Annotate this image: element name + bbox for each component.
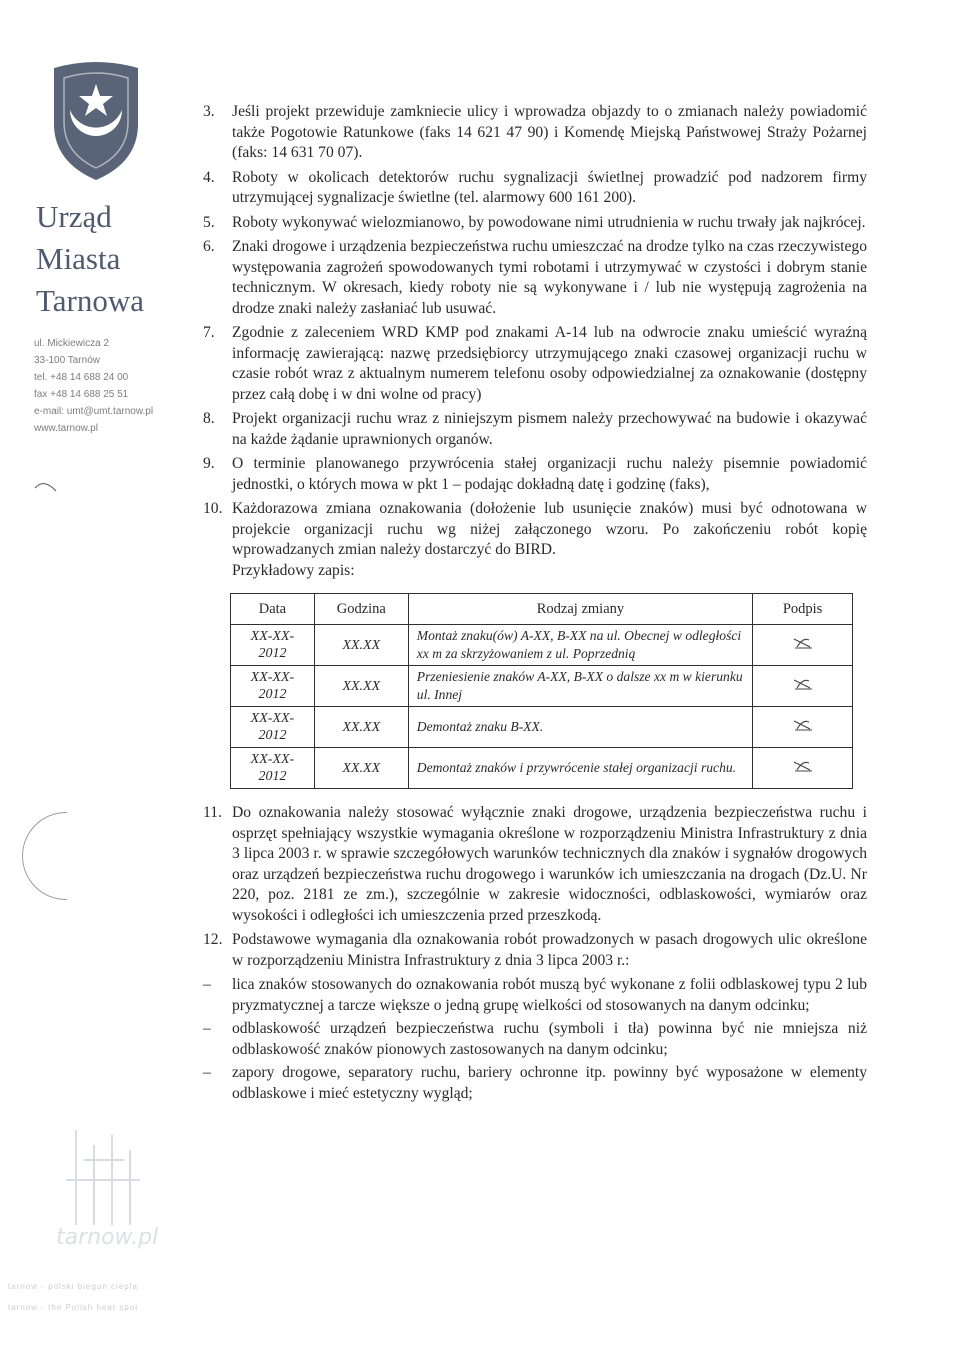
column-header-signature: Podpis [753, 594, 853, 625]
contact-website: www.tarnow.pl [34, 423, 98, 434]
office-name [36, 196, 144, 322]
item-number: 12. [203, 931, 223, 948]
dash-text: odblaskowość urządzeń bezpieczeństwa ruchu (symboli i tła) powinna być nie mniejsza niż odblaskowość znaków pionowych zastosowanych na danym odcinku; [232, 1020, 867, 1058]
office-name-line: Miasta [36, 241, 121, 276]
table-row [231, 666, 853, 707]
footer-logo-text: tarnow.pl [56, 1225, 159, 1250]
list-item [203, 803, 867, 926]
cell-date [231, 748, 315, 789]
example-caption: Przykładowy zapis: [232, 561, 355, 579]
date-year: 2012 [258, 728, 287, 743]
change-log-table [230, 593, 853, 789]
dash-item [203, 1063, 867, 1104]
table-row [231, 625, 853, 666]
item-text: Projekt organizacji ruchu wraz z niniejszym pismem należy przechowywać na budowie i okazywać na każde żądanie uprawnionych organów. [232, 410, 867, 448]
item-text: Jeśli projekt przewiduje zamkniecie ulicy i wprowadza objazdy to o zmianach należy powiadomić także Pogotowie Ratunkowe (faks 14 621 47 90) i Komendę Miejską Państwowej Straży Pożarnej (faks: 14 631 70 07). [232, 103, 867, 161]
list-item [203, 237, 867, 319]
list-item [203, 323, 867, 405]
item-text: O terminie planowanego przywrócenia stałej organizacji ruchu należy pisemnie powiadomić jednostki, o których mowa w pkt 1 – podając dokładną datę i godzinę (faks), [232, 455, 867, 493]
list-item [203, 930, 867, 971]
cell-date [231, 707, 315, 748]
change-log-table-wrap [230, 593, 867, 789]
item-number: 9. [203, 455, 215, 472]
item-text: Roboty w okolicach detektorów ruchu sygnalizacji świetlnej prowadzić pod nadzorem firmy utrzymującej sygnalizacje świetlne (tel. alarmowy 600 161 200). [232, 168, 867, 206]
item-text: Roboty wykonywać wielozmianowo, by powodowane nimi utrudnienia w ruchu trwały jak najkrócej. [232, 213, 866, 231]
signature-scribble-icon [753, 707, 853, 748]
cell-change: Demontaż znaków i przywrócenie stałej organizacji ruchu. [408, 748, 752, 789]
signature-scribble-icon [753, 625, 853, 666]
table-header-row [231, 594, 853, 625]
dash-item [203, 975, 867, 1016]
list-item [203, 409, 867, 450]
decorative-swoosh-icon [34, 478, 58, 492]
item-number: 11. [203, 804, 222, 821]
dash-bullet: – [203, 976, 211, 993]
item-number: 3. [203, 103, 215, 120]
cell-date [231, 625, 315, 666]
cell-time: XX.XX [314, 666, 408, 707]
cell-change: Demontaż znaku B-XX. [408, 707, 752, 748]
contact-block [34, 335, 153, 437]
contact-address: ul. Mickiewicza 2 [34, 338, 110, 349]
item-number: 5. [203, 213, 215, 231]
date-line: XX-XX- [250, 752, 295, 767]
tarnow-pl-logo-art [36, 1110, 166, 1250]
list-item [203, 213, 867, 234]
signature-scribble-icon [753, 666, 853, 707]
cell-time: XX.XX [314, 625, 408, 666]
table-row [231, 707, 853, 748]
list-item [203, 454, 867, 495]
cell-date [231, 666, 315, 707]
list-item [203, 499, 867, 581]
item-number: 6. [203, 238, 215, 255]
dash-bullet: – [203, 1020, 211, 1037]
item-text: Podstawowe wymagania dla oznakowania robót prowadzonych w pasach drogowych ulic określone w rozporządzeniu Ministra Infrastruktury z dnia 3 lipca 2003 r.: [232, 931, 867, 969]
footer-slogan-pl: tarnow - polski biegun ciepla [8, 1282, 138, 1291]
item-text: Do oznakowania należy stosować wyłącznie znaki drogowe, urządzenia bezpieczeństwa ruchu i osprzęt spełniający wszystkie wymagania określone w rozporządzeniu Ministra Infrastruktury z dnia 3 lipca 2003 r. w sprawie szczegółowych warunków technicznych dla znaków i sygnałów drogowych oraz urządzeń bezpieczeństwa ruchu drogowego i warunków ich umieszczania na drogach (Dz.U. Nr 220, poz. 2181 ze zm.), szczególnie w zakresie widoczności, odblaskowości, wymiarów oraz wysokości i odległości ich umieszczenia przed przeszkodą. [232, 804, 867, 924]
cell-change: Montaż znaku(ów) A-XX, B-XX na ul. Obecnej w odległości xx m za skrzyżowaniem z ul. Poprzednią [408, 625, 752, 666]
letter-body [203, 102, 867, 1107]
office-name-line: Urząd [36, 199, 112, 234]
signature-scribble-icon [753, 748, 853, 789]
cell-time: XX.XX [314, 748, 408, 789]
tarnow-coat-of-arms-icon [48, 58, 144, 182]
contact-phone: tel. +48 14 688 24 00 [34, 372, 129, 383]
dash-bullet: – [203, 1064, 211, 1081]
contact-email: e-mail: umt@umt.tarnow.pl [34, 406, 154, 417]
column-header-change: Rodzaj zmiany [408, 594, 752, 625]
item-text: Każdorazowa zmiana oznakowania (dołożenie lub usunięcie znaków) musi być odnotowana w projekcie organizacji ruchu wg niżej załączonego wzoru. Po zakończeniu robót kopię wprowadzanych zmian należy dostarczyć do BIRD. [232, 500, 867, 558]
footer-slogan-en: tarnow - the Polish heat spot [8, 1303, 139, 1312]
letterhead-sidebar [0, 0, 190, 1363]
office-name-line: Tarnowa [36, 283, 145, 318]
item-number: 4. [203, 168, 215, 186]
list-item [203, 168, 867, 209]
date-year: 2012 [258, 769, 287, 784]
column-header-time: Godzina [314, 594, 408, 625]
column-header-date: Data [231, 594, 315, 625]
date-line: XX-XX- [250, 629, 295, 644]
punch-hole-mark [22, 812, 67, 900]
dash-text: lica znaków stosowanych do oznakowania robót muszą być wykonane z folii odblaskowej typu 2 lub pryzmatycznej a tarcze większe o jedną grupę wielkości od stosowanych na danym odcinku; [232, 976, 867, 1014]
contact-fax: fax +48 14 688 25 51 [34, 389, 129, 400]
footer-slogans [8, 1276, 138, 1318]
date-line: XX-XX- [250, 670, 295, 685]
list-item [203, 102, 867, 164]
item-number: 8. [203, 410, 215, 427]
dash-text: zapory drogowe, separatory ruchu, bariery ochronne itp. powinny być wyposażone w elementy odblaskowe i mieć estetyczny wygląd; [232, 1064, 867, 1102]
item-text: Zgodnie z zaleceniem WRD KMP pod znakami A-14 lub na odwrocie znaku umieścić wyraźną informację zawierającą: nazwę przedsiębiorcy utrzymującego znaki czasowej organizacji ruchu w czasie robót wraz z aktualnym numerem telefonu osoby odpowiedzialnej za oznakowanie (dostępny przez całą dobę i w dni wolne od pracy) [232, 324, 867, 403]
item-number: 7. [203, 324, 215, 341]
contact-postcode: 33-100 Tarnów [34, 355, 100, 366]
table-row [231, 748, 853, 789]
date-year: 2012 [258, 687, 287, 702]
cell-time: XX.XX [314, 707, 408, 748]
date-year: 2012 [258, 646, 287, 661]
dash-item [203, 1019, 867, 1060]
item-number: 10. [203, 500, 223, 517]
date-line: XX-XX- [250, 711, 295, 726]
cell-change: Przeniesienie znaków A-XX, B-XX o dalsze xx m w kierunku ul. Innej [408, 666, 752, 707]
item-text: Znaki drogowe i urządzenia bezpieczeństwa ruchu umieszczać na drodze tylko na czas rzeczywistego występowania zagrożeń spowodowanych tymi robotami i utrzymywać w czystości i dobrym stanie technicznym. W okresach, kiedy roboty nie są wykonywane i / lub nie występują zagrożenia na drodze znaki należy zasłaniać lub usuwać. [232, 238, 867, 317]
